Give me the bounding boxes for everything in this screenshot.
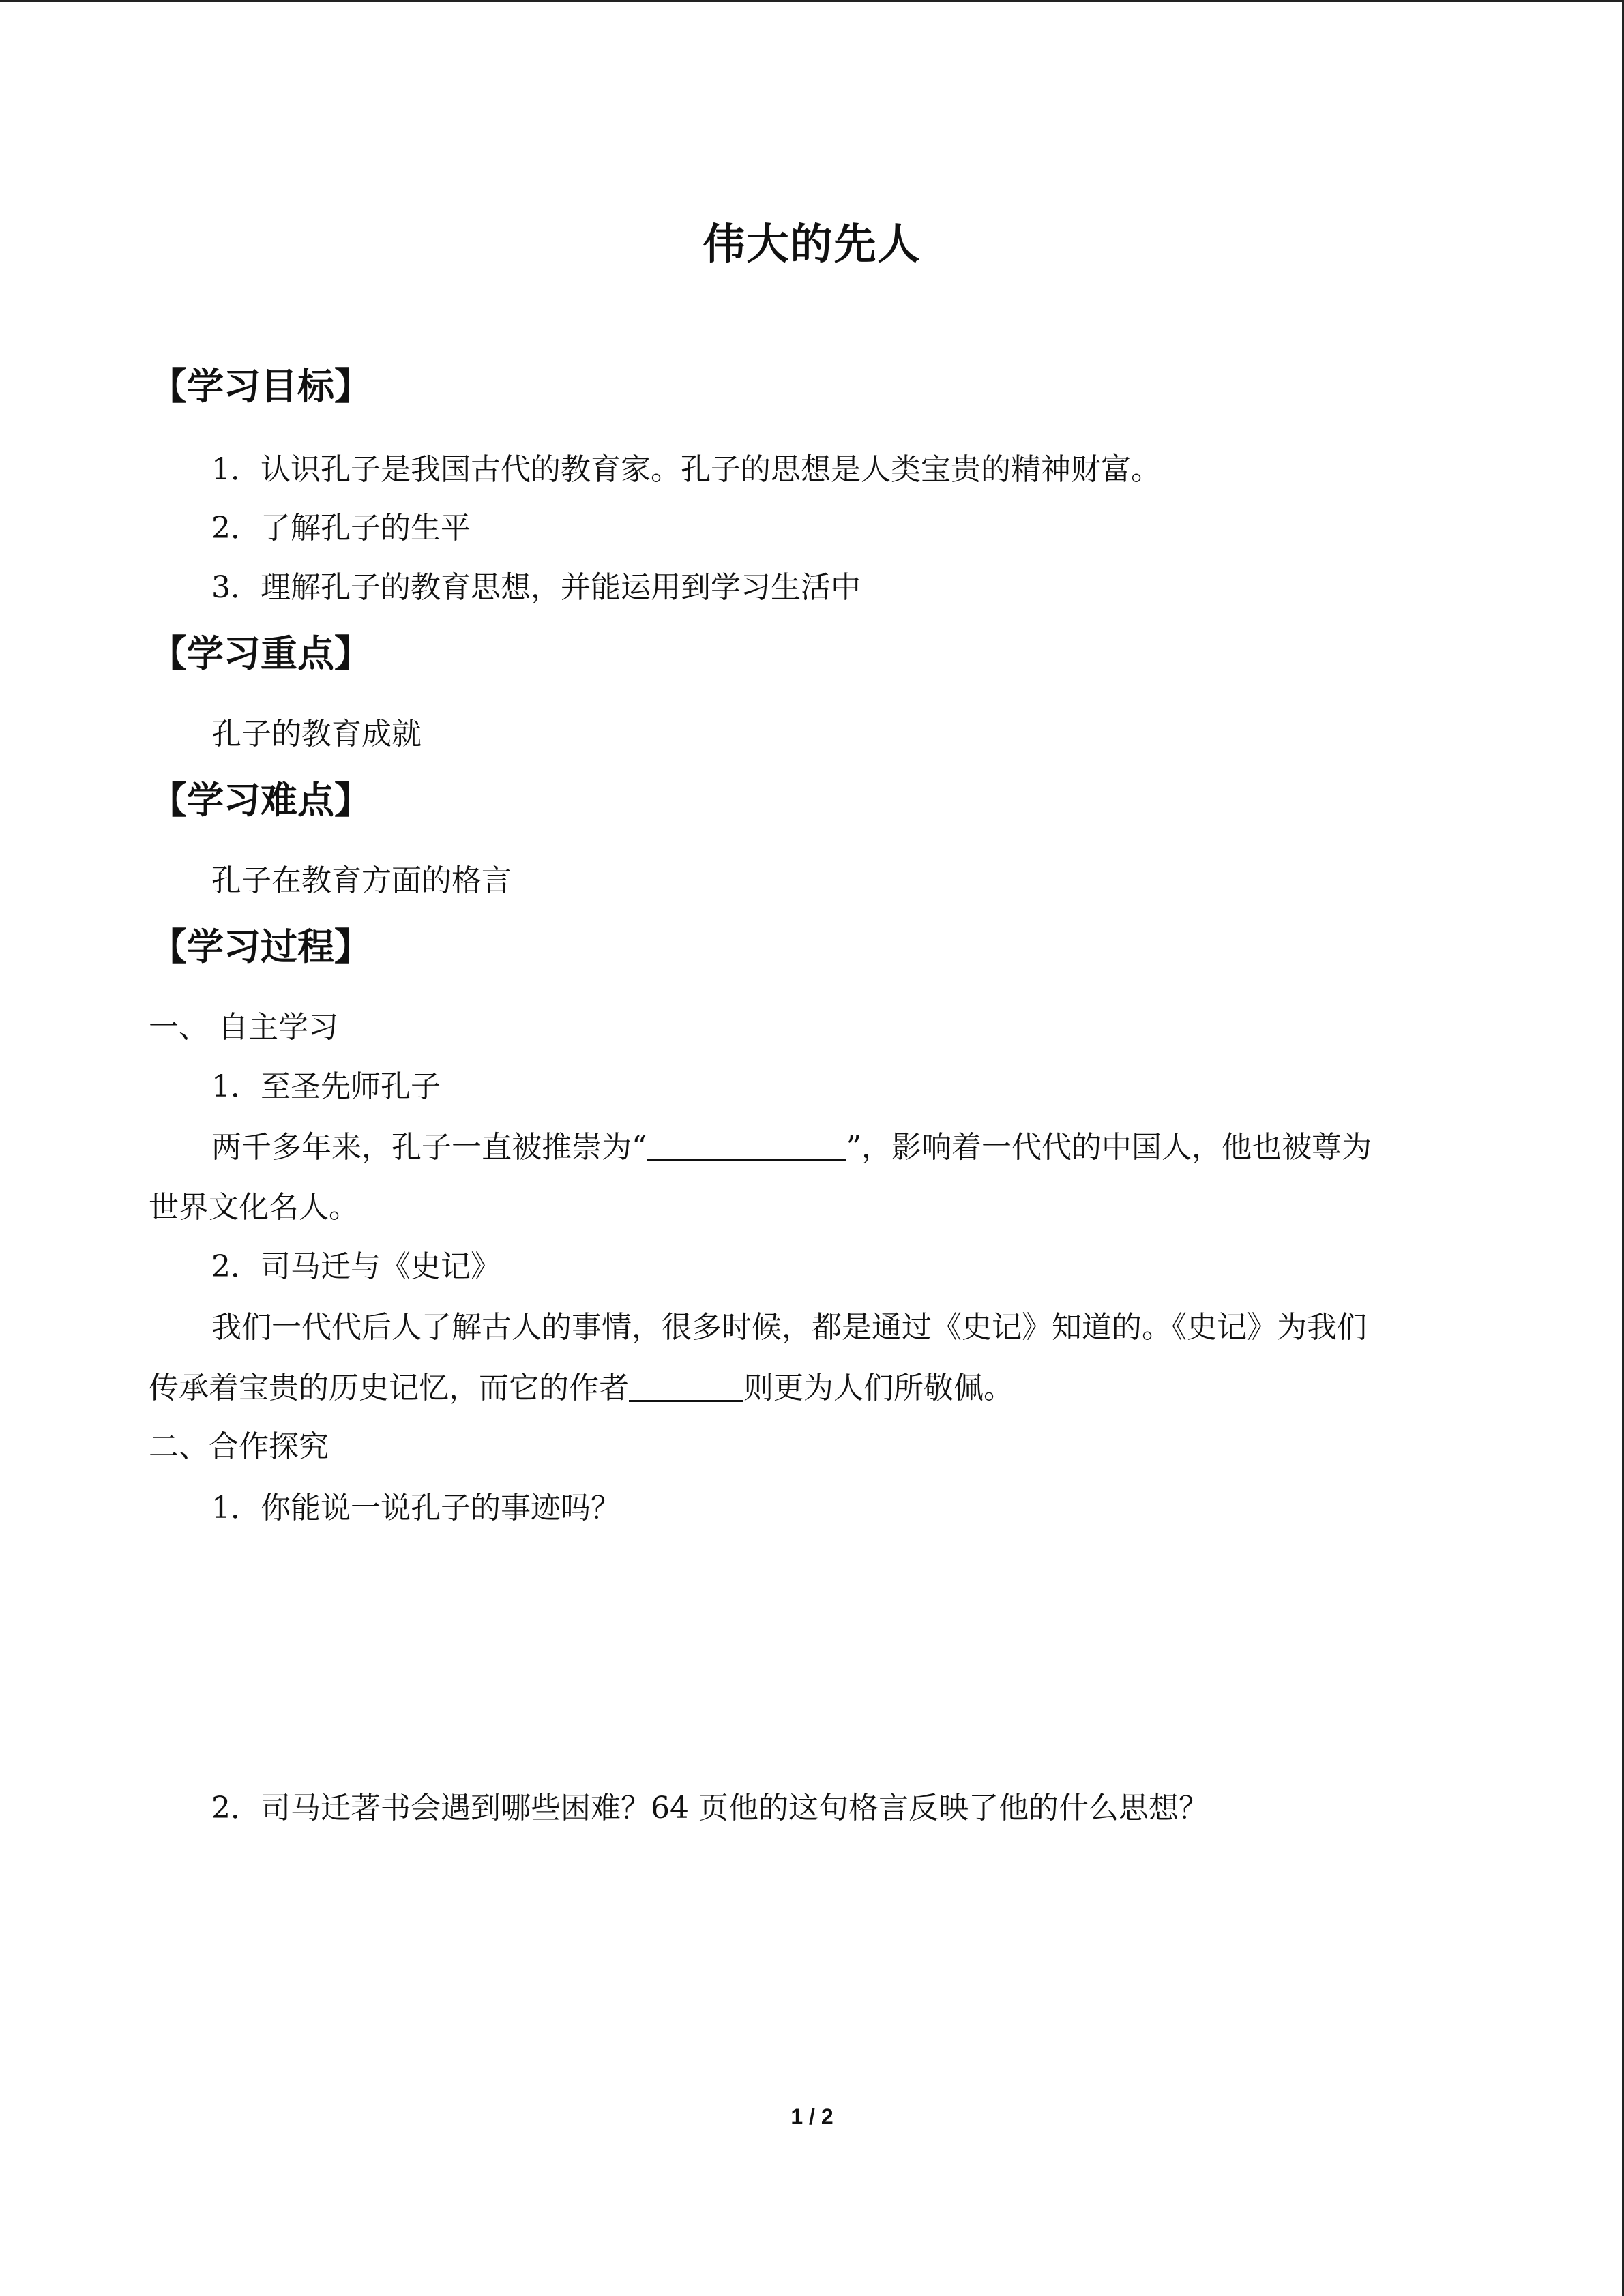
part1-item2-text-line2 [149,1373,1014,1403]
objectives-heading: 【学习目标】 [150,365,371,408]
part2-question-1: 1．你能说一说孔子的事迹吗？ [211,1491,621,1525]
fill-in-blank-2[interactable] [629,1373,743,1402]
objective-item-2: 2．了解孔子的生平 [211,511,471,546]
key-points-heading: 【学习重点】 [150,632,371,675]
part1-item1-text-after: ”，影响着一代代的中国人，他也被尊为 [846,1130,1372,1165]
part2-label: 二、合作探究 [149,1429,329,1464]
difficulties-heading: 【学习难点】 [150,779,371,822]
part2-question-2: 2．司马迁著书会遇到哪些困难？64 页他的这句格言反映了他的什么思想？ [211,1791,1209,1825]
page-number: 1 / 2 [791,2104,833,2129]
key-points-text: 孔子的教育成就 [211,717,422,751]
part1-item1-title: 1．至圣先师孔子 [211,1069,441,1104]
part1-item1-text [211,1132,1372,1163]
part1-item2-title: 2．司马迁与《史记》 [211,1249,501,1284]
page-title: 伟大的先人 [703,219,921,269]
part1-label: 一、 自主学习 [149,1010,338,1045]
process-heading: 【学习过程】 [150,925,371,968]
difficulties-text: 孔子在教育方面的格言 [211,863,512,898]
part1-item1-text-before: 两千多年来，孔子一直被推崇为“ [211,1130,647,1165]
part1-item2-text-after: 则更为人们所敬佩。 [743,1371,1014,1405]
objective-item-3: 3．理解孔子的教育思想，并能运用到学习生活中 [211,570,861,605]
part1-item2-text-line1: 我们一代代后人了解古人的事情，很多时候，都是通过《史记》知道的。《史记》为我们 [211,1310,1367,1345]
objective-item-1: 1．认识孔子是我国古代的教育家。孔子的思想是人类宝贵的精神财富。 [211,452,1161,487]
part1-item2-text-before: 传承着宝贵的历史记忆，而它的作者 [149,1371,629,1405]
part1-item1-text-cont: 世界文化名人。 [149,1190,359,1225]
fill-in-blank-1[interactable] [647,1132,846,1161]
